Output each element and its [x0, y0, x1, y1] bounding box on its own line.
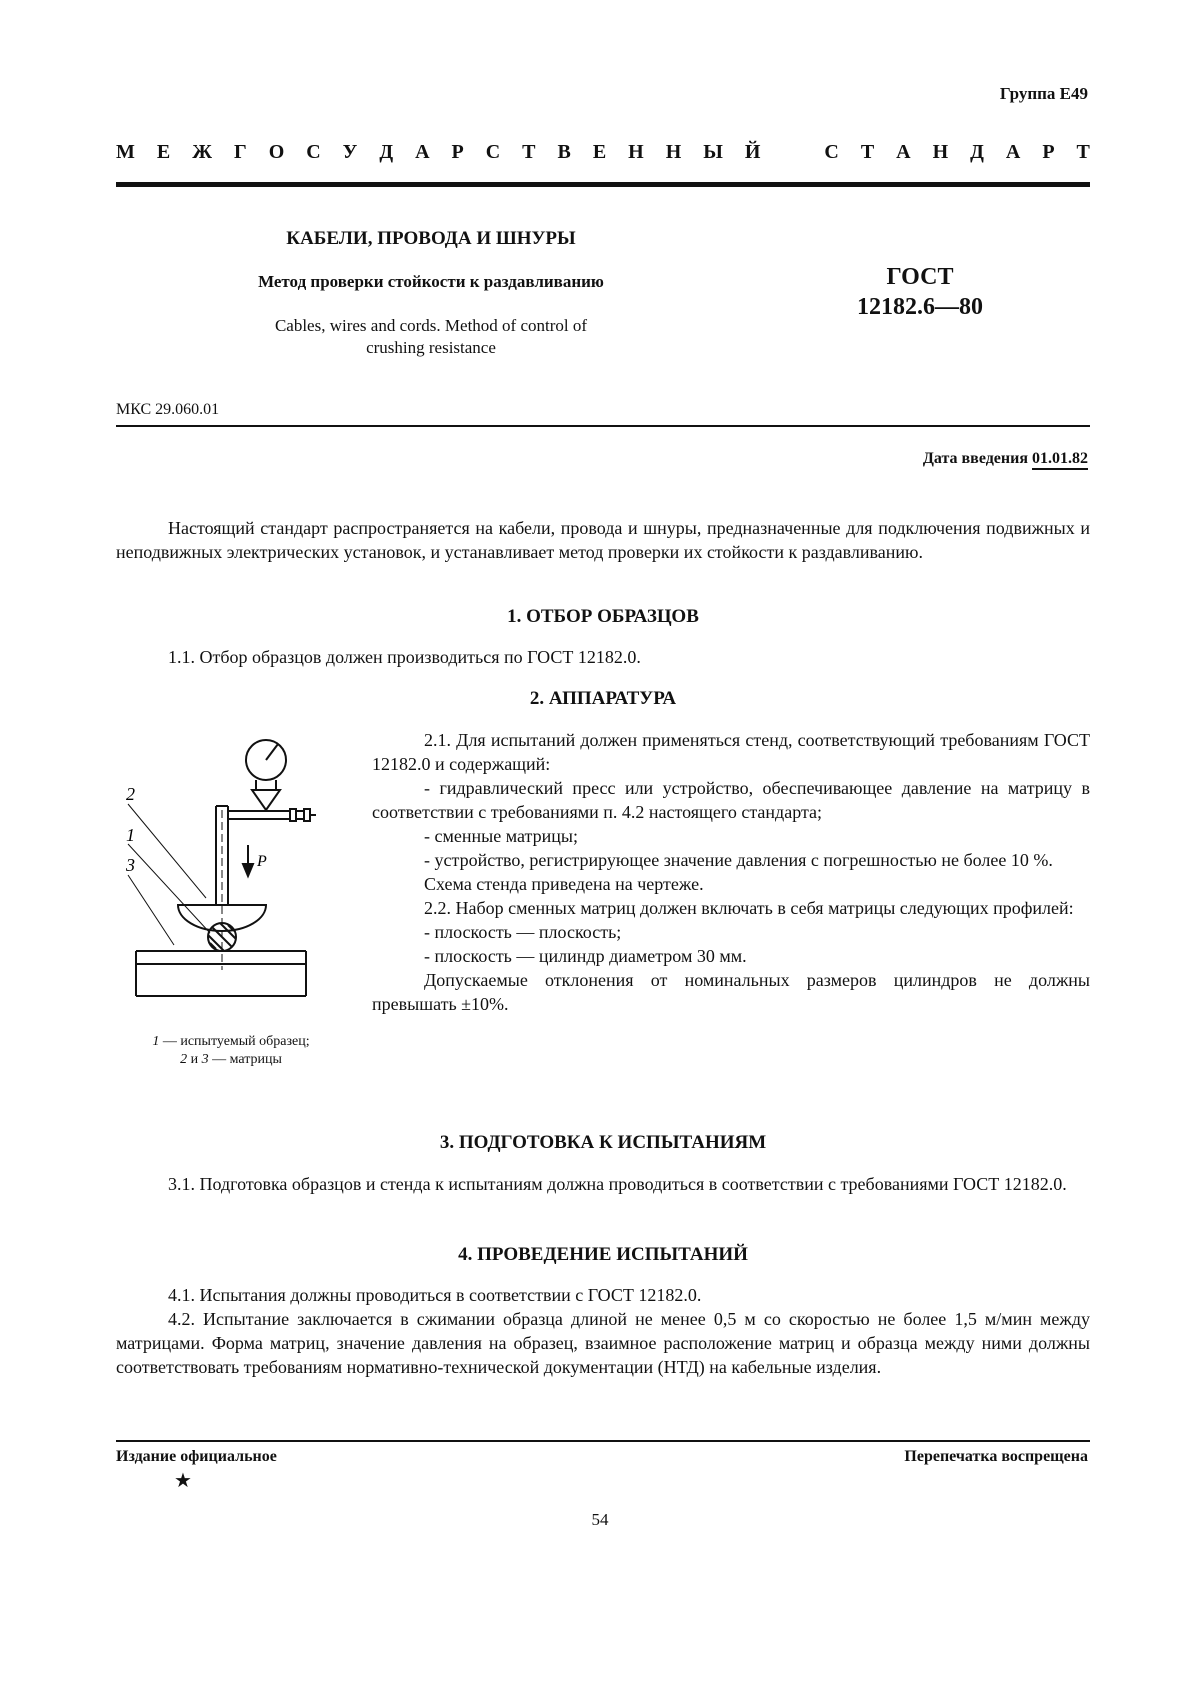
section-2-p2: - гидравлический пресс или устройство, обеспечивающее давление на матрицу в соответствии с требованиями п. 4.2 настоящего стандарта; [372, 778, 1090, 822]
banner-letter: В [557, 141, 571, 163]
fig-label-p: P [257, 853, 267, 870]
section-4-p1: 4.1. Испытания должны проводиться в соответствии с ГОСТ 12182.0. [168, 1285, 702, 1305]
section-2-p6: 2.2. Набор сменных матриц должен включать в себя матрицы следующих профилей: [424, 898, 1074, 918]
document-subtitle: Метод проверки стойкости к раздавливанию [258, 272, 604, 291]
banner-letter: Й [744, 141, 761, 163]
banner-letter: Д [970, 141, 984, 163]
section-4-heading: 4. ПРОВЕДЕНИЕ ИСПЫТАНИЙ [458, 1244, 748, 1265]
banner-letter: Т [860, 141, 875, 163]
banner-letter: М [116, 141, 135, 163]
caption-num-1: 1 [152, 1034, 160, 1049]
section-2-p9: Допускаемые отклонения от номинальных размеров цилиндров не должны превышать ±10%. [372, 970, 1090, 1014]
date-value: 01.01.82 [1032, 450, 1088, 470]
gost-label: ГОСТ [886, 264, 954, 290]
banner-letter: Т [1076, 141, 1090, 163]
caption-num-3: 3 [201, 1052, 209, 1067]
banner-letter: С [306, 141, 321, 163]
english-title-line2: crushing resistance [366, 338, 496, 357]
banner-letter: С [824, 141, 839, 163]
section-3-paragraph: 3.1. Подготовка образцов и стенда к испытаниям должна проводиться в соответствии с требованиями ГОСТ 12182.0. [168, 1174, 1067, 1194]
banner-letter: О [268, 141, 285, 163]
english-title [116, 315, 746, 359]
banner-letter: Т [522, 141, 536, 163]
document-title: КАБЕЛИ, ПРОВОДА И ШНУРЫ [286, 228, 576, 249]
group-code: Группа Е49 [999, 84, 1088, 103]
section-3-heading: 3. ПОДГОТОВКА К ИСПЫТАНИЯМ [439, 1132, 767, 1153]
section-4-text [116, 1283, 1090, 1379]
section-1-paragraph: 1.1. Отбор образцов должен производиться по ГОСТ 12182.0. [168, 647, 641, 667]
test-stand-drawing [116, 730, 346, 1040]
reprint-prohibited: Перепечатка воспрещена [904, 1448, 1088, 1465]
figure-caption [116, 1033, 346, 1069]
gost-number: 12182.6—80 [857, 294, 983, 320]
mks-rule [116, 425, 1090, 427]
section-2-p8: - плоскость — цилиндр диаметром 30 мм. [424, 946, 747, 966]
footer-rule [116, 1440, 1090, 1442]
banner-letter: Г [233, 141, 247, 163]
banner-letter: Н [932, 141, 949, 163]
mks-code: МКС 29.060.01 [116, 401, 220, 418]
section-2-text [372, 728, 1090, 1016]
gost-designation [800, 262, 1040, 322]
date-label: Дата введения [922, 450, 1028, 467]
fig-label-3: 3 [126, 855, 135, 875]
section-1-heading: 1. ОТБОР ОБРАЗЦОВ [507, 606, 699, 627]
official-edition: Издание официальное [116, 1448, 277, 1465]
header-rule [116, 182, 1090, 187]
caption-line-1 [116, 1033, 346, 1051]
banner-letter: Е [592, 141, 607, 163]
page-number: 54 [591, 1510, 609, 1529]
leader-3 [128, 875, 174, 945]
banner-letter: Ы [703, 141, 723, 163]
banner-letter: Н [665, 141, 682, 163]
effective-date [923, 450, 1088, 468]
section-2-heading: 2. АППАРАТУРА [529, 688, 677, 709]
banner-letter [782, 141, 802, 164]
section-2-p7: - плоскость — плоскость; [424, 922, 622, 942]
banner-letter: С [485, 141, 501, 163]
gauge-needle [266, 744, 278, 760]
english-title-line1: Cables, wires and cords. Method of control of [274, 316, 588, 335]
section-4-p2: 4.2. Испытание заключается в сжимании образца длиной не менее 0,5 м со скоростью не более 1,5 м/мин между матрицами. Форма матриц, значение давления на образец, взаимное расположение матриц и образца между ними должны соответствовать требованиям нормативно-технической документации (НТД) на кабельные изделия. [116, 1309, 1090, 1377]
banner-letter: Е [156, 141, 171, 163]
hydraulic-line [228, 811, 290, 819]
banner-letter: Н [628, 141, 644, 163]
caption-text-1: — испытуемый образец; [159, 1034, 310, 1049]
caption-line-2 [116, 1051, 346, 1069]
banner-letter: Р [1042, 141, 1055, 163]
section-2-p4: - устройство, регистрирующее значение давления с погрешностью не более 10 %. [424, 850, 1053, 870]
section-2-p5: Схема стенда приведена на чертеже. [424, 874, 704, 894]
banner-letter: А [415, 141, 430, 163]
fig-label-1: 1 [126, 825, 135, 845]
leader-2 [128, 804, 206, 898]
banner-letter: Д [379, 141, 394, 163]
gauge-fitting [252, 790, 280, 810]
star-icon: ★ [174, 1470, 192, 1492]
banner-letter: Ж [192, 141, 212, 163]
fig-label-2: 2 [126, 784, 135, 804]
caption-num-2: 2 [180, 1052, 188, 1067]
banner-letter: Р [451, 141, 464, 163]
banner-letter: А [1005, 141, 1021, 163]
intro-paragraph: Настоящий стандарт распространяется на кабели, провода и шнуры, предназначенные для подключения подвижных и неподвижных электрических установок, и устанавливает метод проверки их стойкости к раздавливанию. [116, 518, 1090, 562]
section-2-p3: - сменные матрицы; [424, 826, 578, 846]
caption-text-2: — матрицы [208, 1052, 282, 1067]
section-2-p1: 2.1. Для испытаний должен применяться стенд, соответствующий требованиям ГОСТ 12182.0 и содержащий: [372, 730, 1090, 774]
standard-banner [116, 141, 1090, 164]
banner-letter: А [896, 141, 911, 163]
caption-and: и [187, 1052, 202, 1067]
banner-letter: У [342, 141, 358, 163]
